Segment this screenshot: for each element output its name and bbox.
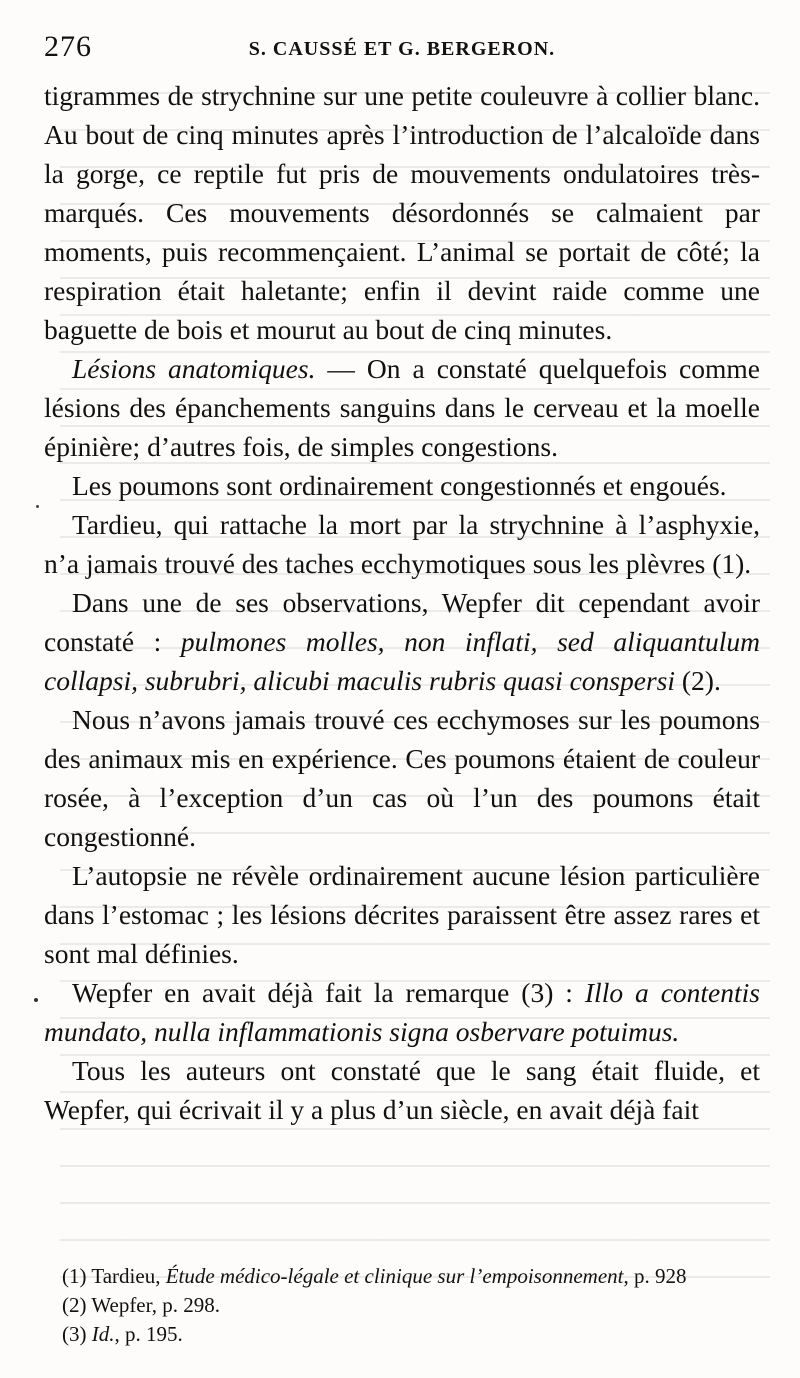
latin-quote: pulmones molles, non inflati, sed aliquantulum collapsi, subrubri, alicubi maculis rubris quasi conspersi: [44, 626, 760, 696]
paragraph: tigrammes de strychnine sur une petite couleuvre à collier blanc. Au bout de cinq minutes après l’introduction de l’alcaloïde dans la gorge, ce reptile fut pris de mouvements ondulatoires très-marqués. Ces mouvements désordonnés se calmaient par moments, puis recommençaient. L’animal se portait de côté; la respiration était haletante; enfin il devint raide comme une baguette de bois et mourut au bout de cinq minutes.: [44, 80, 760, 345]
ink-speck: [36, 505, 39, 508]
page-number: 276: [44, 30, 92, 63]
paragraph: Nous n’avons jamais trouvé ces ecchymoses sur les poumons des animaux mis en expérience. Ces poumons étaient de couleur rosée, à l’exception d’un cas où l’un des poumons était congestionné.: [44, 704, 760, 852]
paragraph: [44, 973, 760, 1051]
ink-speck: [34, 998, 38, 1002]
paragraph-text: Wepfer en avait déjà fait la remarque (3) :: [72, 977, 585, 1008]
paragraph: L’autopsie ne révèle ordinairement aucune lésion particulière dans l’estomac ; les lésions décrites paraissent être assez rares et sont mal définies.: [44, 860, 760, 969]
page-header: [44, 30, 760, 70]
footnote: [62, 1320, 760, 1349]
body-text: [44, 76, 760, 1129]
footnote-text: (1) Tardieu,: [62, 1264, 166, 1288]
running-head: S. CAUSSÉ ET G. BERGERON.: [248, 38, 556, 60]
footnote: [62, 1291, 760, 1320]
paragraph-text: (2).: [675, 665, 721, 696]
paragraph-text: — On a constaté quelquefois comme lésions des épanchements sanguins dans le cerveau et la moelle épinière; d’autres fois, de simples congestions.: [44, 353, 760, 462]
paragraph: Les poumons sont ordinairement congestionnés et engoués.: [72, 470, 727, 501]
paragraph: [44, 583, 760, 700]
latin-quote: Illo a contentis mundato, nulla inflammationis signa osbervare potuimus.: [44, 977, 760, 1047]
footnote-text: (3): [62, 1322, 92, 1346]
footnote-text: (2) Wepfer, p. 298.: [62, 1293, 221, 1317]
paragraph: Tardieu, qui rattache la mort par la strychnine à l’asphyxie, n’a jamais trouvé des taches ecchymotiques sous les plèvres (1).: [44, 509, 760, 579]
footnote-text: , p. 928: [623, 1264, 687, 1288]
footnote: [62, 1262, 760, 1291]
section-heading: Lésions anatomiques.: [72, 353, 316, 384]
footnote-title: Id.: [91, 1322, 115, 1346]
paragraph: [44, 349, 760, 466]
footnote-title: Étude médico-légale et clinique sur l’empoisonnement: [165, 1264, 624, 1288]
footnote-text: , p. 195.: [114, 1322, 183, 1346]
footnotes: [62, 1262, 760, 1349]
paragraph: Tous les auteurs ont constaté que le sang était fluide, et Wepfer, qui écrivait il y a plus d’un siècle, en avait déjà fait: [44, 1055, 760, 1125]
paragraph-text: Dans une de ses observations, Wepfer dit cependant avoir constaté :: [44, 587, 760, 657]
